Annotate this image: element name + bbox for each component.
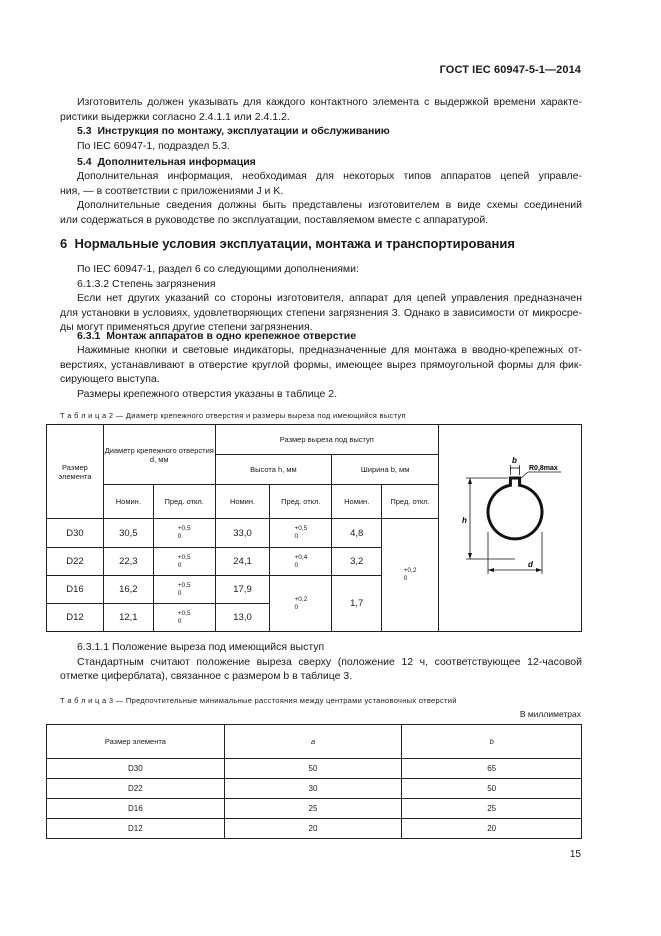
section-number: 5.3	[77, 125, 92, 137]
header-tolerance: Пред. откл.	[270, 485, 332, 519]
tol-upper: +0,5	[177, 609, 191, 617]
header-nominal: Номин.	[215, 485, 270, 519]
header-tolerance: Пред. откл.	[382, 485, 439, 519]
tol-lower: 0	[177, 533, 182, 540]
text-line: Изготовитель должен указывать для каждого контактного элемента с выдержкой времени характе-	[77, 96, 582, 108]
tol-lower: 0	[294, 603, 299, 611]
cell-element: D30	[47, 519, 104, 548]
text-line: для установки в условиях, удовлетворяющих степени загрязнения 3. Однако в зависимости от микросре-	[60, 306, 582, 319]
header-height: Высота h, мм	[215, 455, 332, 485]
section-5-4-text	[60, 169, 582, 227]
table-3-units: В миллиметрах	[519, 709, 581, 719]
section-title: Инструкция по монтажу, эксплуатации и обслуживанию	[97, 125, 390, 137]
cutout-drawing	[440, 427, 580, 627]
cell-a: 25	[224, 799, 402, 819]
section-title: Дополнительная информация	[97, 156, 256, 168]
cell-b: 65	[402, 759, 582, 779]
text-line: 6.1.3.2 Степень загрязнения	[77, 277, 216, 290]
cell-height: 13,0	[215, 604, 270, 632]
cell-diameter: 16,2	[103, 576, 153, 604]
tol-lower: 0	[294, 533, 299, 540]
paragraph-timing	[60, 95, 582, 124]
table-row	[47, 759, 582, 779]
cell-element: D16	[47, 799, 225, 819]
tol-upper: +0,5	[177, 525, 191, 532]
cell-diameter-tolerance	[153, 604, 215, 632]
cell-width: 1,7	[332, 576, 382, 632]
tol-upper: +0,2	[294, 595, 308, 603]
table-3	[46, 724, 582, 839]
tol-upper: +0,4	[294, 553, 308, 561]
tol-lower: 0	[177, 561, 182, 569]
header-nominal: Номин.	[332, 485, 382, 519]
text-line: ды могут применяться другие степени загрязнения.	[60, 321, 313, 333]
tol-lower: 0	[177, 589, 182, 597]
section-title: Нормальные условия эксплуатации, монтажа и транспортирования	[74, 236, 515, 251]
cell-height: 17,9	[215, 576, 270, 604]
cell-width: 4,8	[332, 519, 382, 548]
cell-diameter: 12,1	[103, 604, 153, 632]
d-arrow-left	[488, 568, 494, 572]
tol-upper: +0,5	[177, 553, 191, 561]
cell-element: D22	[47, 548, 104, 576]
tol-lower: 0	[403, 575, 408, 582]
cell-height: 33,0	[215, 519, 270, 548]
header-element: Размер элемента	[47, 425, 104, 519]
cell-b: 25	[402, 799, 582, 819]
section-number: 6.3.1	[77, 330, 101, 342]
cell-diameter-tolerance	[153, 576, 215, 604]
text-line: 6.3.1.1 Положение выреза под имеющийся выступ	[77, 641, 325, 653]
text-line: Нажимные кнопки и световые индикаторы, предназначенные для монтажа в вводно-крепежных от-	[77, 344, 582, 356]
section-number: 6	[60, 236, 68, 251]
section-title: Монтаж аппаратов в одно крепежное отверстие	[106, 330, 357, 342]
cell-element: D16	[47, 576, 104, 604]
text-line: Стандартным считают положение выреза сверху (положение 12 ч, соответствующее 12-часовой	[77, 655, 582, 668]
header-diameter: Диаметр крепежного отверстия d, мм	[103, 425, 215, 485]
hole-outline	[488, 478, 542, 539]
cell-width-tolerance	[382, 519, 439, 632]
header-nominal: Номин.	[103, 485, 153, 519]
cell-diameter: 30,5	[103, 519, 153, 548]
cell-height-tolerance	[270, 576, 332, 632]
radius-leader	[520, 472, 528, 479]
cell-height-tolerance	[270, 519, 332, 548]
cell-height-tolerance	[270, 548, 332, 576]
text-line: отметке циферблата), связанное с размером b в таблице 3.	[60, 670, 353, 682]
cell-element: D22	[47, 779, 225, 799]
header-a: a	[224, 725, 402, 759]
cell-a: 30	[224, 779, 402, 799]
section-6-heading	[60, 236, 515, 251]
tol-lower: 0	[177, 617, 182, 625]
text-line: или содержаться в руководстве по эксплуатации, поставляемом вместе с аппаратурой.	[60, 213, 489, 226]
table-3-caption: Т а б л и ц а 3 — Предпочтительные минимальные расстояния между центрами установочных отверстий	[60, 696, 457, 705]
cell-diameter-tolerance	[153, 548, 215, 576]
section-5-3-text: По IEC 60947-1, подраздел 5.3.	[77, 140, 230, 152]
section-5-3-heading	[77, 124, 599, 139]
table-2	[46, 424, 582, 632]
header-cutout: Размер выреза под выступ	[215, 425, 438, 455]
table-2-caption: Т а б л и ц а 2 — Диаметр крепежного отверстия и размеры выреза под имеющийся выступ	[60, 411, 406, 420]
table-row	[47, 779, 582, 799]
section-5-4-heading	[77, 155, 599, 170]
cell-a: 20	[224, 819, 402, 839]
section-6-3-1-1-text	[60, 640, 582, 684]
header-element: Размер элемента	[47, 725, 225, 759]
section-6-text	[60, 262, 582, 335]
text-line: ристики выдержки согласно 2.4.1.1 или 2.4.1.2.	[60, 110, 290, 123]
header-tolerance: Пред. откл.	[153, 485, 215, 519]
cell-height: 24,1	[215, 548, 270, 576]
section-number: 5.4	[77, 156, 92, 168]
figure-cell	[438, 425, 581, 632]
header-width: Ширина b, мм	[332, 455, 439, 485]
header-b: b	[402, 725, 582, 759]
label-h: h	[461, 516, 467, 525]
cell-width: 3,2	[332, 548, 382, 576]
tol-upper: +0,5	[294, 525, 308, 532]
h-arrow-bottom	[468, 553, 472, 559]
table-row	[47, 819, 582, 839]
cell-b: 20	[402, 819, 582, 839]
label-d: d	[527, 560, 533, 569]
label-b: b	[511, 456, 517, 465]
tol-upper: +0,5	[177, 581, 191, 589]
text-line: Если нет других указаний со стороны изготовителя, аппарат для цепей управления предназначен	[77, 292, 582, 304]
cell-diameter: 22,3	[103, 548, 153, 576]
tol-upper: +0,2	[403, 567, 417, 574]
text-line: Дополнительная информация, необходимая для некоторых типов аппаратов цепей управле-	[77, 170, 582, 182]
text-line: верстиях, устанавливают в отверстие круглой формы, имеющее вырез прямоугольной формы для фик-	[60, 358, 582, 371]
text-line: По IEC 60947-1, раздел 6 со следующими дополнениями:	[77, 263, 359, 275]
cell-b: 50	[402, 779, 582, 799]
h-arrow-top	[468, 478, 472, 484]
cell-element: D12	[47, 819, 225, 839]
cell-diameter-tolerance	[153, 519, 215, 548]
text-line: Размеры крепежного отверстия указаны в таблице 2.	[77, 387, 338, 400]
text-line: сирующего выступа.	[60, 373, 160, 385]
table-row	[47, 799, 582, 819]
cell-element: D30	[47, 759, 225, 779]
page-number: 15	[569, 849, 581, 860]
label-radius: R0,8max	[528, 465, 558, 472]
document-header: ГОСТ IEC 60947-5-1—2014	[439, 64, 581, 76]
text-line: ния, — в соответствии с приложениями J и K.	[60, 184, 284, 197]
tol-lower: 0	[294, 561, 299, 569]
cell-element: D12	[47, 604, 104, 632]
d-arrow-right	[536, 568, 542, 572]
text-line: Дополнительные сведения должны быть представлены изготовителем в виде схемы соединений	[77, 199, 582, 211]
section-6-3-1-heading	[77, 329, 599, 344]
section-6-3-1-text	[60, 343, 582, 401]
cell-a: 50	[224, 759, 402, 779]
